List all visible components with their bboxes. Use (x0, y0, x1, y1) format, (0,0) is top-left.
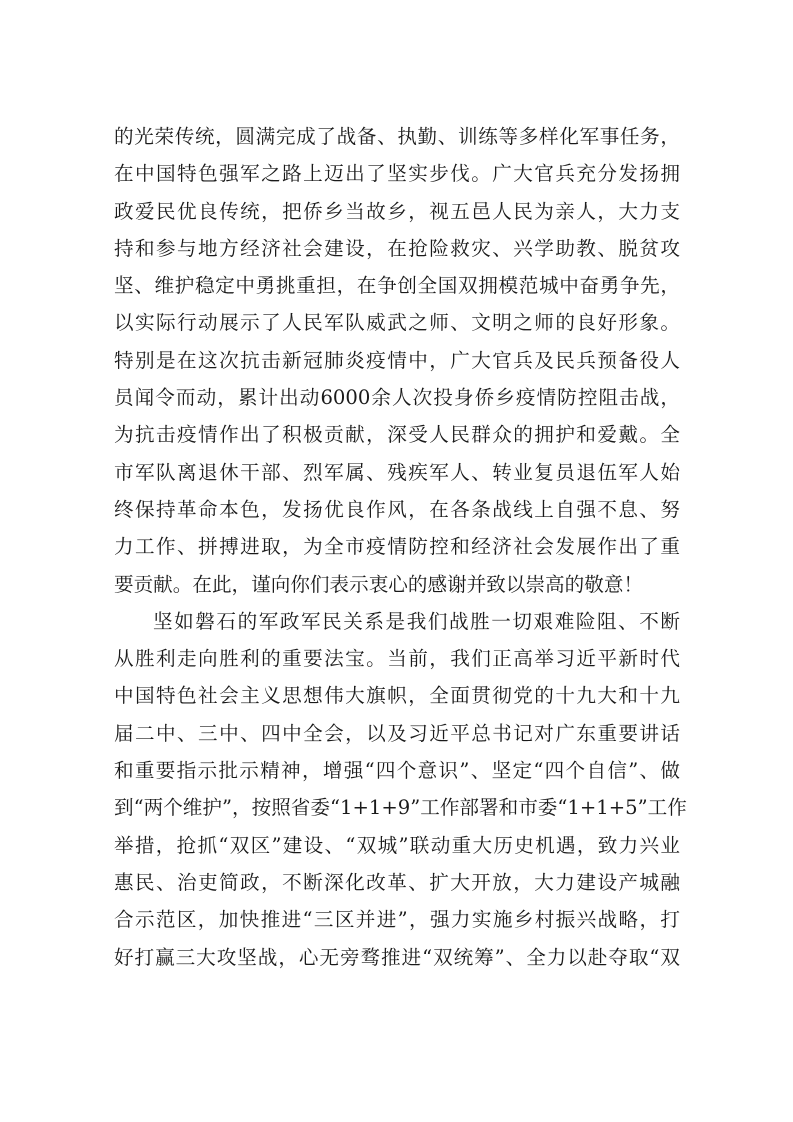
paragraph-2-line-9: 合示范区，加快推进“三区并进”，强力实施乡村振兴战略，打 (114, 908, 680, 932)
paragraph-2-line-7: 举措，抢抓“双区”建设、“双城”联动重大历史机遇，致力兴业 (114, 833, 680, 857)
paragraph-1-line-4: 持和参与地方经济社会建设，在抢险救灾、兴学助教、脱贫攻 (114, 236, 680, 260)
paragraph-2-line-10: 好打赢三大攻坚战，心无旁骛推进“双统筹”、全力以赴夺取“双 (114, 945, 680, 969)
paragraph-1-line-7: 特别是在这次抗击新冠肺炎疫情中，广大官兵及民兵预备役人 (114, 348, 680, 372)
paragraph-1-line-6: 以实际行动展示了人民军队威武之师、文明之师的良好形象。 (114, 311, 680, 335)
paragraph-1-line-11: 终保持革命本色，发扬优良作风，在各条战线上自强不息、努 (114, 497, 680, 521)
paragraph-1-line-10: 市军队离退休干部、烈军属、残疾军人、转业复员退伍军人始 (114, 460, 680, 484)
paragraph-1-line-1: 的光荣传统，圆满完成了战备、执勤、训练等多样化军事任务， (114, 125, 680, 148)
paragraph-1-line-8: 员闻令而动，累计出动6000余人次投身侨乡疫情防控阻击战， (114, 386, 680, 410)
paragraph-2-line-8: 惠民、治吏简政，不断深化改革、扩大开放，大力建设产城融 (114, 870, 680, 894)
document-body (114, 118, 687, 976)
paragraph-1-line-12: 力工作、拼搏进取，为全市疫情防控和经济社会发展作出了重 (114, 535, 680, 559)
paragraph-2-line-1: 坚如磐石的军政军民关系是我们战胜一切艰难险阻、不断 (153, 609, 680, 633)
paragraph-2-line-4: 届二中、三中、四中全会，以及习近平总书记对广东重要讲话 (114, 721, 680, 745)
paragraph-1-line-2: 在中国特色强军之路上迈出了坚实步伐。广大官兵充分发扬拥 (114, 162, 680, 186)
paragraph-2-line-6: 到“两个维护”，按照省委“1+1+9”工作部署和市委“1+1+5”工作 (114, 796, 687, 820)
paragraph-2-line-5: 和重要指示批示精神，增强“四个意识”、坚定“四个自信”、做 (114, 759, 680, 783)
paragraph-1-line-3: 政爱民优良传统，把侨乡当故乡，视五邑人民为亲人，大力支 (114, 199, 680, 223)
paragraph-1-line-13: 要贡献。在此，谨向你们表示衷心的感谢并致以崇高的敬意！ (114, 572, 644, 596)
paragraph-1-line-9: 为抗击疫情作出了积极贡献，深受人民群众的拥护和爱戴。全 (114, 423, 680, 447)
paragraph-2-line-3: 中国特色社会主义思想伟大旗帜，全面贯彻党的十九大和十九 (114, 684, 680, 708)
paragraph-2-line-2: 从胜利走向胜利的重要法宝。当前，我们正高举习近平新时代 (114, 647, 680, 671)
paragraph-1-line-5: 坚、维护稳定中勇挑重担，在争创全国双拥模范城中奋勇争先， (114, 274, 680, 298)
